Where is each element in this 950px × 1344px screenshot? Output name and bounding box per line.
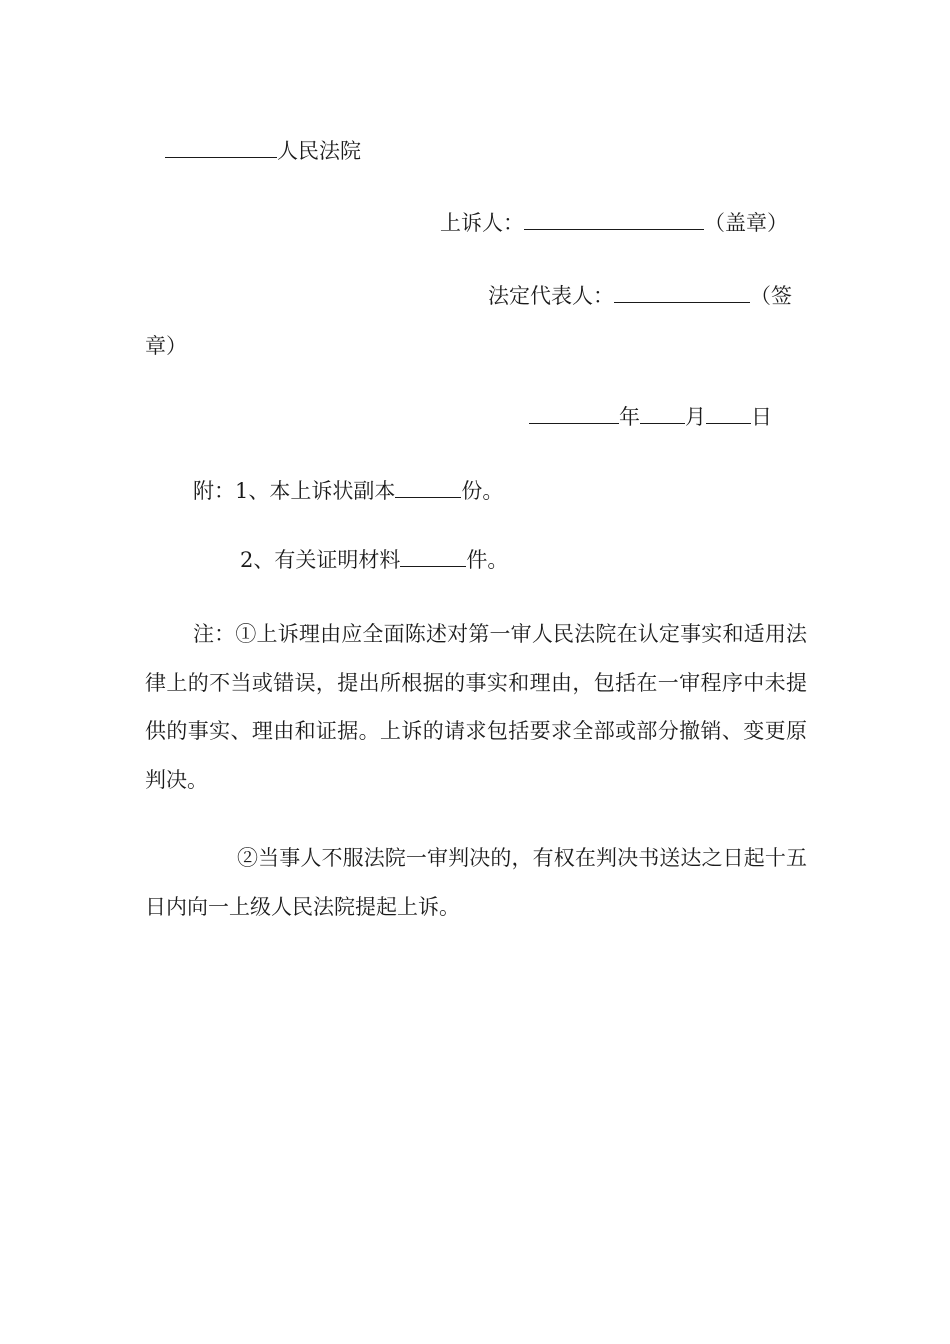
- legal-rep-line-wrap: [145, 334, 187, 358]
- note-2-text: ②当事人不服法院一审判决的，有权在判决书送达之日起十五日内向一上级人民法院提起上诉。: [145, 846, 807, 919]
- legal-rep-blank[interactable]: [614, 284, 750, 303]
- legal-rep-sign-note-a: （签: [750, 284, 792, 308]
- appellant-blank[interactable]: [524, 211, 704, 230]
- court-line: [165, 139, 361, 163]
- attachment-1-count-blank[interactable]: [395, 479, 461, 498]
- appellant-line: [440, 211, 788, 235]
- appellant-seal-note: （盖章）: [704, 211, 788, 235]
- legal-rep-label: 法定代表人：: [488, 284, 614, 308]
- court-name-blank[interactable]: [165, 139, 277, 158]
- legal-rep-sign-note-b: 章）: [145, 334, 187, 358]
- attachment-1-suffix: 份。: [461, 479, 504, 503]
- attachment-item-1: [193, 479, 503, 503]
- attachment-1-prefix: 附：1、本上诉状副本: [193, 479, 396, 503]
- legal-rep-line: [488, 284, 792, 308]
- attachment-2-count-blank[interactable]: [400, 548, 466, 567]
- month-label: 月: [685, 405, 706, 429]
- day-label: 日: [751, 405, 772, 429]
- date-line: [529, 405, 772, 429]
- note-1: [145, 610, 807, 804]
- appellant-label: 上诉人：: [440, 211, 524, 235]
- month-blank[interactable]: [640, 405, 685, 424]
- year-blank[interactable]: [529, 405, 619, 424]
- year-label: 年: [619, 405, 640, 429]
- day-blank[interactable]: [706, 405, 751, 424]
- court-suffix: 人民法院: [277, 139, 361, 163]
- attachment-item-2: [240, 548, 508, 572]
- note-2: [145, 834, 807, 931]
- attachment-2-prefix: 2、有关证明材料: [240, 548, 401, 572]
- note-1-text: 注：①上诉理由应全面陈述对第一审人民法院在认定事实和适用法律上的不当或错误，提出所根据的事实和理由，包括在一审程序中未提供的事实、理由和证据。上诉的请求包括要求全部或部分撤销、变更原判决。: [145, 622, 807, 792]
- attachment-2-suffix: 件。: [466, 548, 509, 572]
